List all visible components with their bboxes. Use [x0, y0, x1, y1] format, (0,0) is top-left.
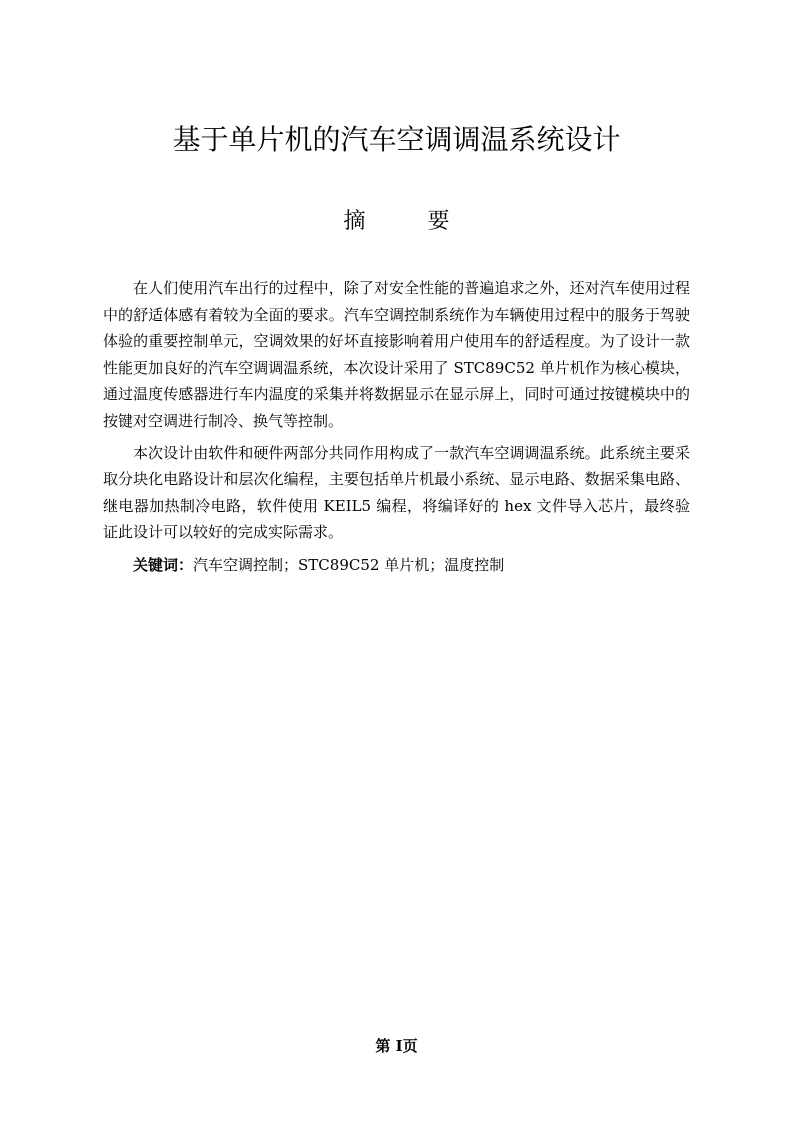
abstract-body: [103, 275, 690, 579]
document-title: 基于单片机的汽车空调调温系统设计: [172, 123, 621, 156]
keywords-line: [103, 552, 690, 579]
page-number: 第 I页: [375, 1037, 418, 1055]
keywords-label: 关键词：: [133, 555, 194, 574]
abstract-paragraph-2: 本次设计由软件和硬件两部分共同作用构成了一款汽车空调调温系统。此系统主要采取分块化电路设计和层次化编程，主要包括单片机最小系统、显示电路、数据采集电路、继电器加热制冷电路，软件使用 KEIL5 编程，将编译好的 hex 文件导入芯片，最终验证此设计可以较好的完成实际需求。: [103, 443, 690, 542]
keywords-text: 汽车空调控制；STC89C52 单片机；温度控制: [193, 555, 505, 574]
abstract-paragraph-1: 在人们使用汽车出行的过程中，除了对安全性能的普遍追求之外，还对汽车使用过程中的舒适体感有着较为全面的要求。汽车空调控制系统作为车辆使用过程中的服务于驾驶体验的重要控制单元，空调效果的好坏直接影响着用户使用车的舒适程度。为了设计一款性能更加良好的汽车空调调温系统，本次设计采用了 STC89C52 单片机作为核心模块，通过温度传感器进行车内温度的采集并将数据显示在显示屏上，同时可通过按键模块中的按键对空调进行制冷、换气等控制。: [103, 279, 690, 430]
abstract-heading: 摘 要: [343, 209, 450, 234]
